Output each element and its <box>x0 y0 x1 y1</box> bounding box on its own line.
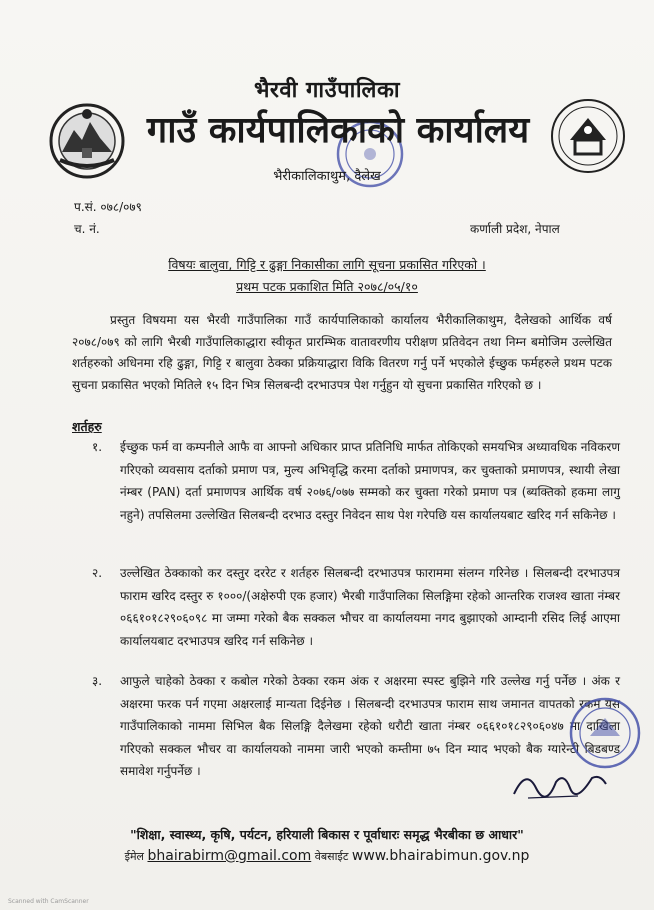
signature-icon <box>508 758 612 806</box>
office-address: भैरीकालिकाथुम, दैलेख <box>273 169 381 184</box>
scanner-watermark: Scanned with CamScanner <box>8 898 89 905</box>
publish-date-line: प्रथम पटक प्रकाशित मिति २०७८/०५/१० <box>236 279 418 294</box>
subject-line: विषयः बालुवा, गिट्टि र ढुङ्गा निकासीका लागि सूचना प्रकासित गरिएको । <box>168 257 486 272</box>
website-url[interactable]: www.bhairabimun.gov.np <box>351 848 530 864</box>
condition-item <box>72 436 620 526</box>
condition-text: आफुले चाहेको ठेक्का र कबोल गरेको ठेक्का रकम अंक र अक्षरमा स्पस्ट बुझिने गरि उल्लेख गर्नु पर्नेछ । अंक र अक्षरमा फरक पर्न गएमा अक्षरलाई मान्यता दिईनेछ । सिलबन्दी दरभाउपत्र फाराम साथ जमानत वापतको रकम यस गाउँपालिकाको नाममा सिभिल बैक सिलङ्गि दैलेखमा रहेको धरौटी खाता नंम्बर ०६६१०१८२९०६०४७ मा दाखिला गरिएको सक्कल भौचर वा कार्यालयको नाममा जारी भएको कम्तीमा ७५ दिन म्याद भएको बैक ग्यारेन्टी बिडबण्ड समावेश गर्नुपर्नेछ । <box>120 674 620 779</box>
province-label: कर्णाली प्रदेश, नेपाल <box>470 222 560 236</box>
notice-body-paragraph: प्रस्तुत विषयमा यस भैरवी गाउँपालिका गाउँ कार्यपालिकाको कार्यालय भैरीकालिकाथुम, दैलेखको आर्थिक वर्ष २०७८/०७९ को लागि भैरबी गाउँपालिकाद्धारा स्वीकृत प्रारम्भिक वातावरणीय परीक्षण प्रतिवेदन तथा निम्न बमोजिम उल्लेखित शर्तहरुको अधिनमा रहि ढुङ्गा, गिट्टि र बालुवा ठेक्का प्रक्रियाद्धारा विकि वितरण गर्नु पर्ने भएकोले ईच्छुक फर्महरुले प्रथम पटक सुचना प्रकासित भएको मितिले १५ दिन भित्र सिलबन्दी दरभाउपत्र पेश गर्नुहुन यो सुचना प्रकासित गरिएको छ । <box>72 313 612 392</box>
municipality-motto: "शिक्षा, स्वास्थ्य, कृषि, पर्यटन, हरियाली बिकास र पूर्वाधारः समृद्ध भैरबीका छ आधार" <box>130 827 524 842</box>
condition-text: ईच्छुक फर्म वा कम्पनीले आफै वा आफ्नो अधिकार प्राप्त प्रतिनिधि मार्फत तोकिएको समयभित्र अध्यावधिक नविकरण गरिएको व्यवसाय दर्ताको प्रमाण पत्र, मुल्य अभिवृद्धि करमा दर्ताको प्रमाणपत्र, कर चुक्ताको प्रमाणपत्र, स्थायी लेखा नंम्बर (PAN) दर्ता प्रमाणपत्र आर्थिक वर्ष २०७६/०७७ सम्मको कर चुक्ता गरेको प्रमाण पत्र (ब्यक्तिको हकमा लागु नहुने) तपसिलमा उल्लेखित सिलबन्दी दरभाउ दस्तुर निवेदन साथ पेश गरेपछि यस कार्यालयबाट खरिद गर्न सकिनेछ । <box>120 440 620 522</box>
dispatch-number: च. नं. <box>74 222 100 236</box>
municipality-name: भैरवी गाउँपालिका <box>253 78 401 103</box>
conditions-heading: शर्तहरु <box>72 419 102 434</box>
condition-text: उल्लेखित ठेक्काको कर दस्तुर दररेट र शर्तहरु सिलबन्दी दरभाउपत्र फाराममा संलग्न गरिनेछ । सिलबन्दी दरभाउपत्र फाराम खरिद दस्तुर रु १०००/(अक्षेरुपी एक हजार) भैरबी गाउँपालिका सिलङ्गिमा रहेको आन्तरिक राजश्व खाता नंम्बर ०६६१०१८२९०६०९८ मा जम्मा गरेको बैक सक्कल भौचर वा कार्यालयमा नगद बुझाएको आम्दानी रसिद लिई आएमा कार्यालयबाट दरभाउपत्र खरिद गर्न सकिनेछ । <box>120 566 620 648</box>
condition-number: १. <box>92 440 103 454</box>
condition-item <box>72 562 620 652</box>
email-address[interactable]: bhairabirm@gmail.com <box>147 848 312 864</box>
office-title: गाउँ कार्यपालिकाको कार्यालय <box>146 110 530 151</box>
letter-reference-number: प.सं. ०७८/०७९ <box>74 200 142 214</box>
contact-line <box>0 848 654 864</box>
condition-number: ३. <box>92 674 103 688</box>
condition-number: २. <box>92 566 103 580</box>
email-label: ईमेल <box>124 850 144 863</box>
municipality-logo-icon <box>548 96 628 176</box>
website-label: वेबसाईट <box>314 850 349 863</box>
